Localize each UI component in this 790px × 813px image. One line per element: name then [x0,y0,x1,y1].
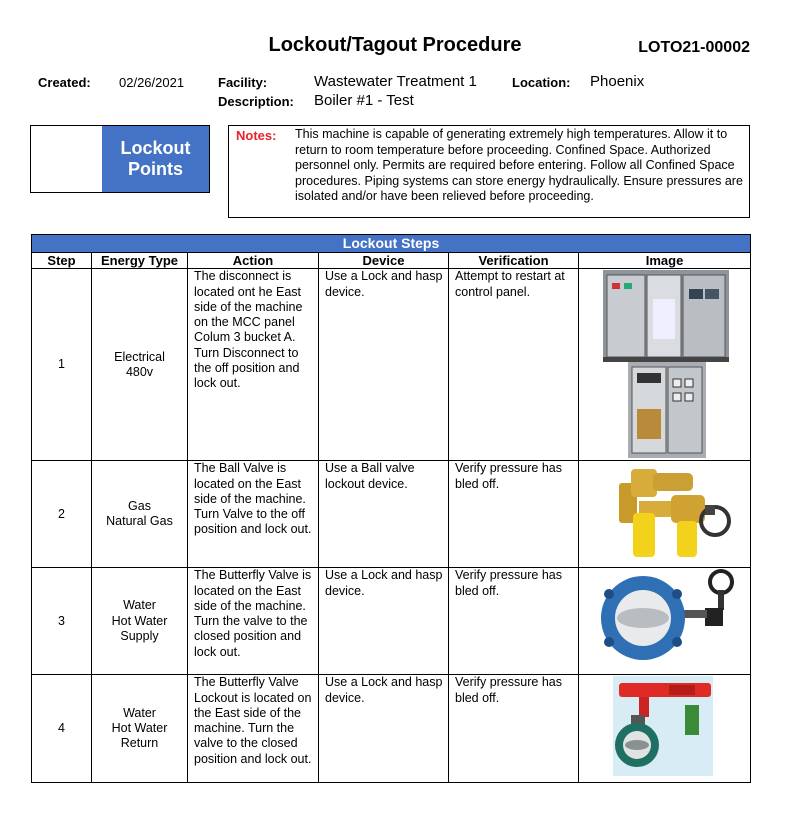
step-image-cell [579,675,751,783]
energy-line: 480v [125,364,154,379]
device-text: Use a Lock and hasp device. [319,568,449,675]
energy-line: Water [123,598,156,613]
energy-type [92,568,188,675]
energy-line: Natural Gas [106,514,173,529]
created-value: 02/26/2021 [119,75,185,90]
table-row [32,568,751,675]
electrical-panel-image [579,269,751,459]
lockout-steps-banner: Lockout Steps [32,235,751,253]
lockout-points-badge [102,126,209,192]
header-device: Device [319,253,449,269]
step-image-cell [579,461,751,568]
energy-type [92,675,188,783]
step-image-cell [579,269,751,461]
step-number: 1 [32,269,92,461]
location-label: Location: [512,75,571,90]
verification-text: Attempt to restart at control panel. [449,269,579,461]
notes-box [228,125,750,218]
energy-line: Return [120,736,159,751]
lockout-points-line1: Lockout [120,138,191,158]
table-row [32,269,751,461]
energy-line: Hot Water [111,613,168,628]
description-value: Boiler #1 - Test [314,92,414,109]
created-label: Created: [38,75,91,90]
ball-valve-image [579,461,751,566]
device-text: Use a Lock and hasp device. [319,675,449,783]
facility-value: Wastewater Treatment 1 [314,73,477,90]
step-number: 2 [32,461,92,568]
butterfly-valve-lockout-image [579,675,751,781]
document-id: LOTO21-00002 [638,39,750,56]
butterfly-valve-image [579,568,751,673]
verification-text: Verify pressure has bled off. [449,675,579,783]
page-title: Lockout/Tagout Procedure [268,34,522,56]
facility-label: Facility: [218,75,268,90]
verification-text: Verify pressure has bled off. [449,461,579,568]
energy-line: Gas [128,499,151,513]
action-text: The Butterfly Valve Lockout is located on the East side of the machine. Turn the valve to the closed position and lock out. [188,675,319,783]
header-image: Image [579,253,751,269]
notes-text: This machine is capable of generating extremely high temperatures. Allow it to return to room temperature before proceeding. Confined Space. Authorized personnel only. Permits are required before entering. Follow all Confined Space procedures. Piping systems can store energy hydraulically. Ensure pressures are isolated and/or have been relieved before proceeding. [295,127,743,203]
action-text: The Ball Valve is located on the East side of the machine. Turn Valve to the off position and lock out. [188,461,319,568]
lockout-steps-table [31,234,751,783]
device-text: Use a Ball valve lockout device. [319,461,449,568]
step-number: 4 [32,675,92,783]
device-text: Use a Lock and hasp device. [319,269,449,461]
step-number: 3 [32,568,92,675]
header-step: Step [32,253,92,269]
energy-line: Hot Water [111,721,168,736]
action-text: The disconnect is located ont he East side of the machine on the MCC panel Colum 3 bucket A. Turn Disconnect to the off position and lock out. [188,269,319,461]
header-energy-type: Energy Type [92,253,188,269]
lockout-points-box [30,125,210,193]
header-verification: Verification [449,253,579,269]
table-row [32,461,751,568]
table-row [32,675,751,783]
energy-line: Supply [120,628,159,643]
header-action: Action [188,253,319,269]
energy-type [92,461,188,568]
location-value: Phoenix [590,73,645,90]
energy-line: Water [123,705,156,720]
description-label: Description: [218,94,294,109]
verification-text: Verify pressure has bled off. [449,568,579,675]
energy-line: Electrical [114,349,165,364]
step-image-cell [579,568,751,675]
energy-type [92,269,188,461]
action-text: The Butterfly Valve is located on the East side of the machine. Turn the valve to the closed position and lock out. [188,568,319,675]
notes-label: Notes: [236,128,277,143]
lockout-points-line2: Points [127,159,183,179]
